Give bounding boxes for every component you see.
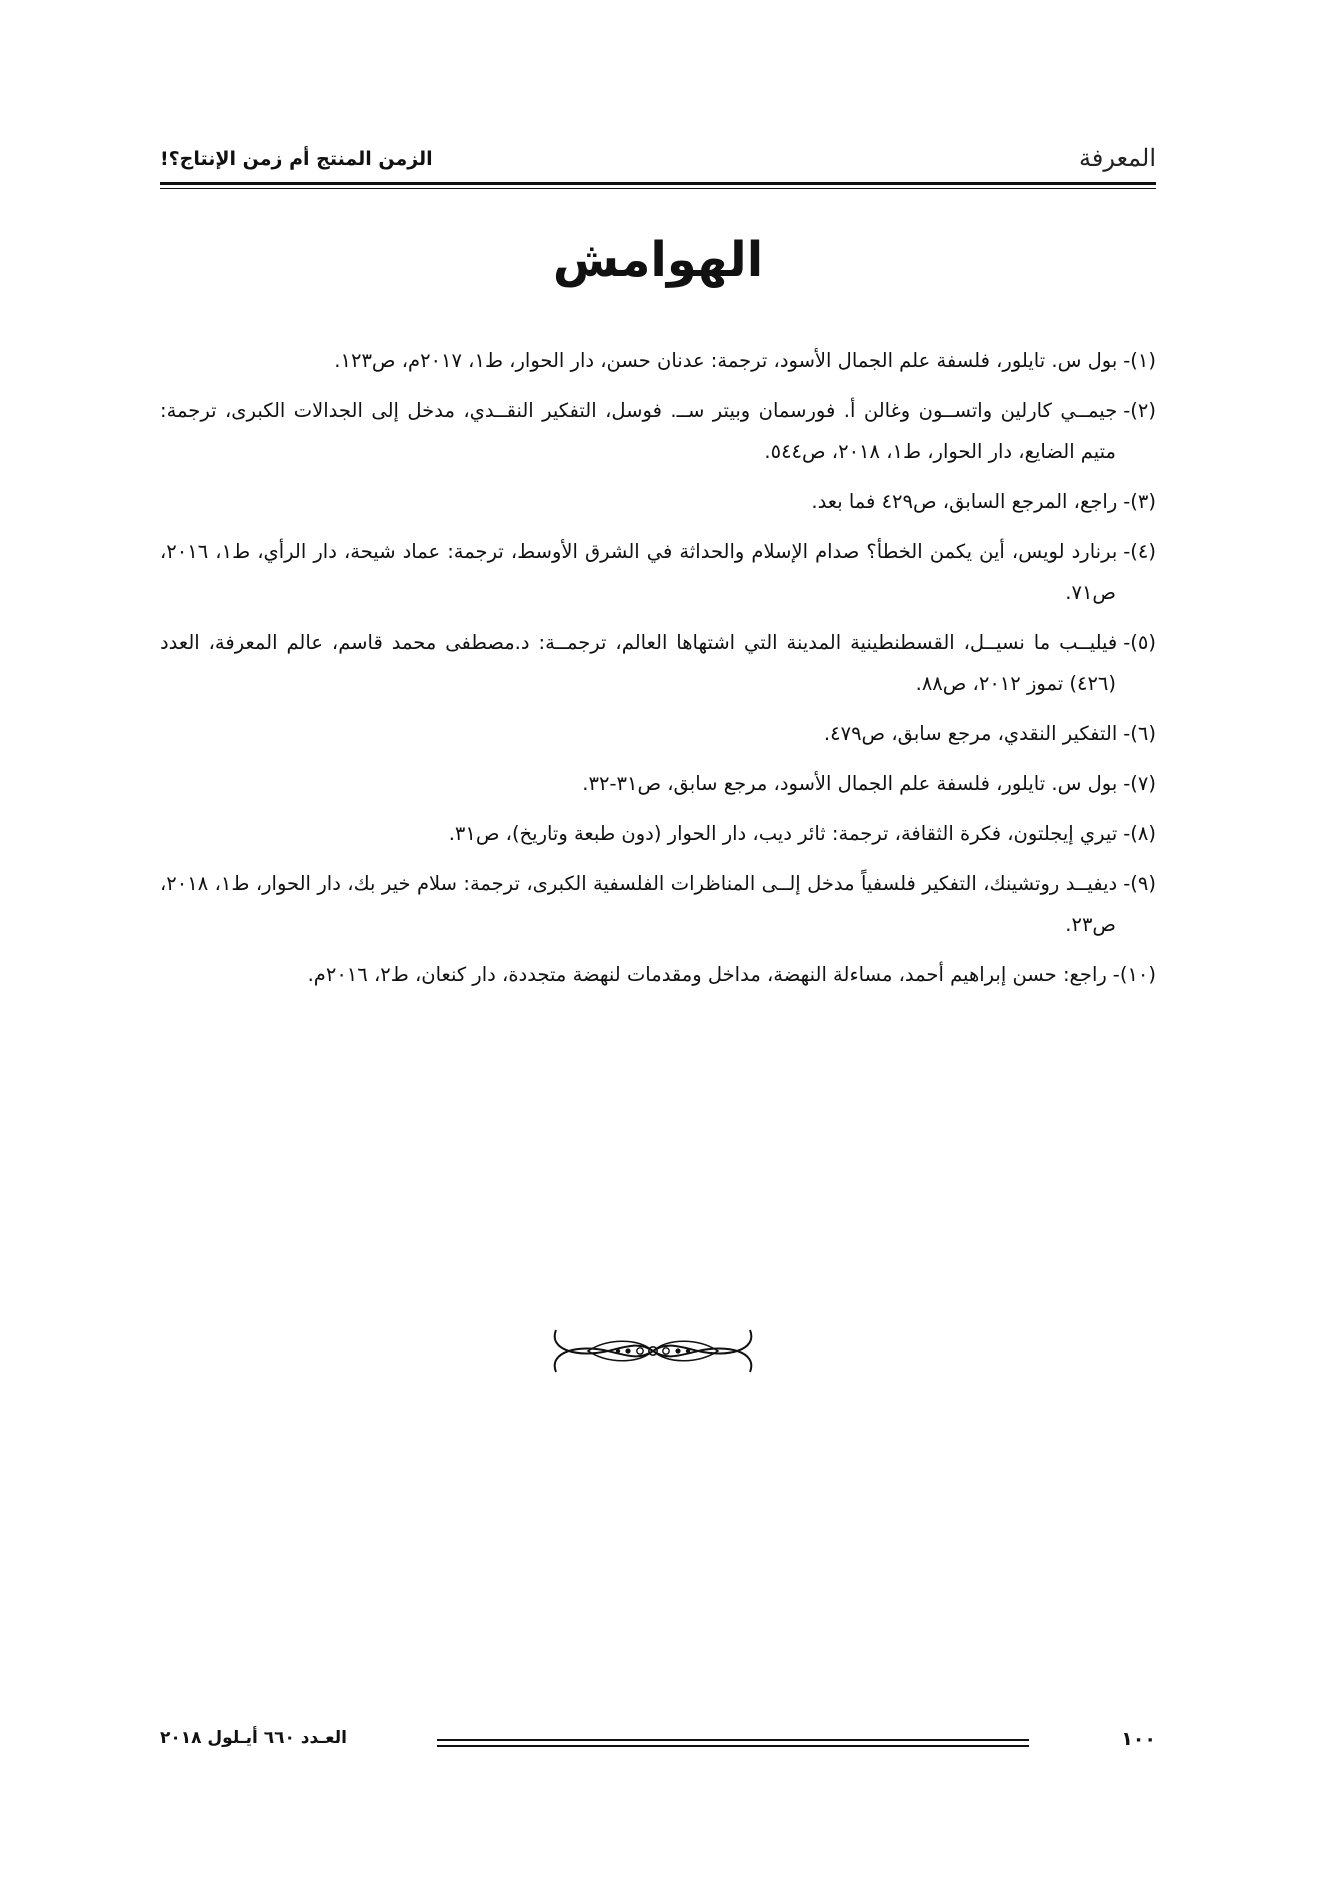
footnote-text: راجع: حسن إبراهيم أحمد، مساءلة النهضة، مداخل ومقدمات لنهضة متجددة، دار كنعان، ط٢، ٢٠١٦م. xyxy=(307,963,1107,986)
footnote-text: جيمــي كارلين واتســون وغالن أ. فورسمان وبيتر ســ. فوسل، التفكير النقــدي، مدخل إلى الجدالات الكبرى، ترجمة: متيم الضايع، دار الحوار، ط١، ٢٠١٨، ص٥٤٤. xyxy=(160,399,1118,463)
footnote-text: راجع، المرجع السابق، ص٤٢٩ فما بعد. xyxy=(811,490,1118,513)
footnote-number: (٩)- xyxy=(1123,872,1156,895)
footnote-number: (٥)- xyxy=(1123,631,1156,654)
header-divider-thin xyxy=(160,188,1156,189)
footnote-item xyxy=(160,713,1156,754)
footnote-number: (٣)- xyxy=(1123,490,1156,513)
footnote-item xyxy=(160,763,1156,804)
footnote-item xyxy=(160,390,1156,472)
decorative-scroll-ornament-icon xyxy=(548,1320,758,1382)
section-title: الهوامش xyxy=(552,232,764,288)
footnote-number: (٧)- xyxy=(1123,772,1156,795)
issue-info: العـدد ٦٦٠ أيـلول ٢٠١٨ xyxy=(160,1728,347,1748)
running-title: الزمن المنتج أم زمن الإنتاج؟! xyxy=(160,148,433,170)
footnote-item xyxy=(160,531,1156,613)
footnote-item xyxy=(160,813,1156,854)
footnote-text: ديفيــد روتشينك، التفكير فلسفياً مدخل إلــى المناظرات الفلسفية الكبرى، ترجمة: سلام خير بك، دار الحوار، ط١، ٢٠١٨، ص٢٣. xyxy=(160,872,1118,936)
footnote-text: تيري إيجلتون، فكرة الثقافة، ترجمة: ثائر ديب، دار الحوار (دون طبعة وتاريخ)، ص٣١. xyxy=(448,822,1118,845)
footnote-item xyxy=(160,340,1156,381)
footnote-text: فيليــب ما نسيــل، القسطنطينية المدينة التي اشتهاها العالم، ترجمــة: د.مصطفى محمد قاسم، عالم المعرفة، العدد (٤٢٦) تموز ٢٠١٢، ص٨٨. xyxy=(160,631,1118,695)
footnote-item xyxy=(160,622,1156,704)
footnote-text: بول س. تايلور، فلسفة علم الجمال الأسود، ترجمة: عدنان حسن، دار الحوار، ط١، ٢٠١٧م، ص١٢٣. xyxy=(334,349,1118,372)
footnote-number: (١٠)- xyxy=(1112,963,1156,986)
footnote-text: بول س. تايلور، فلسفة علم الجمال الأسود، مرجع سابق، ص٣١-٣٢. xyxy=(582,772,1118,795)
footnote-item xyxy=(160,863,1156,945)
footer-divider-2 xyxy=(437,1745,1029,1747)
footnote-number: (٤)- xyxy=(1123,540,1157,563)
footnote-number: (٦)- xyxy=(1123,722,1156,745)
page-footer xyxy=(160,1728,1156,1758)
footnotes-list xyxy=(160,340,1156,1004)
header-divider xyxy=(160,182,1156,185)
footnote-item xyxy=(160,481,1156,522)
page-header xyxy=(160,138,1156,186)
footnote-number: (٢)- xyxy=(1123,399,1156,422)
footnote-text: التفكير النقدي، مرجع سابق، ص٤٧٩. xyxy=(823,722,1118,745)
footer-divider xyxy=(437,1739,1029,1741)
footnote-text: برنارد لويس، أين يكمن الخطأ؟ صدام الإسلام والحداثة في الشرق الأوسط، ترجمة: عماد شيحة، دار الرأي، ط١، ٢٠١٦، ص٧١. xyxy=(160,540,1118,604)
footnote-number: (٨)- xyxy=(1123,822,1156,845)
magazine-logo: المعرفة xyxy=(1078,144,1156,172)
footnote-item xyxy=(160,954,1156,995)
page xyxy=(160,120,1156,1770)
footnote-number: (١)- xyxy=(1123,349,1156,372)
page-number: ١٠٠ xyxy=(1121,1728,1156,1750)
